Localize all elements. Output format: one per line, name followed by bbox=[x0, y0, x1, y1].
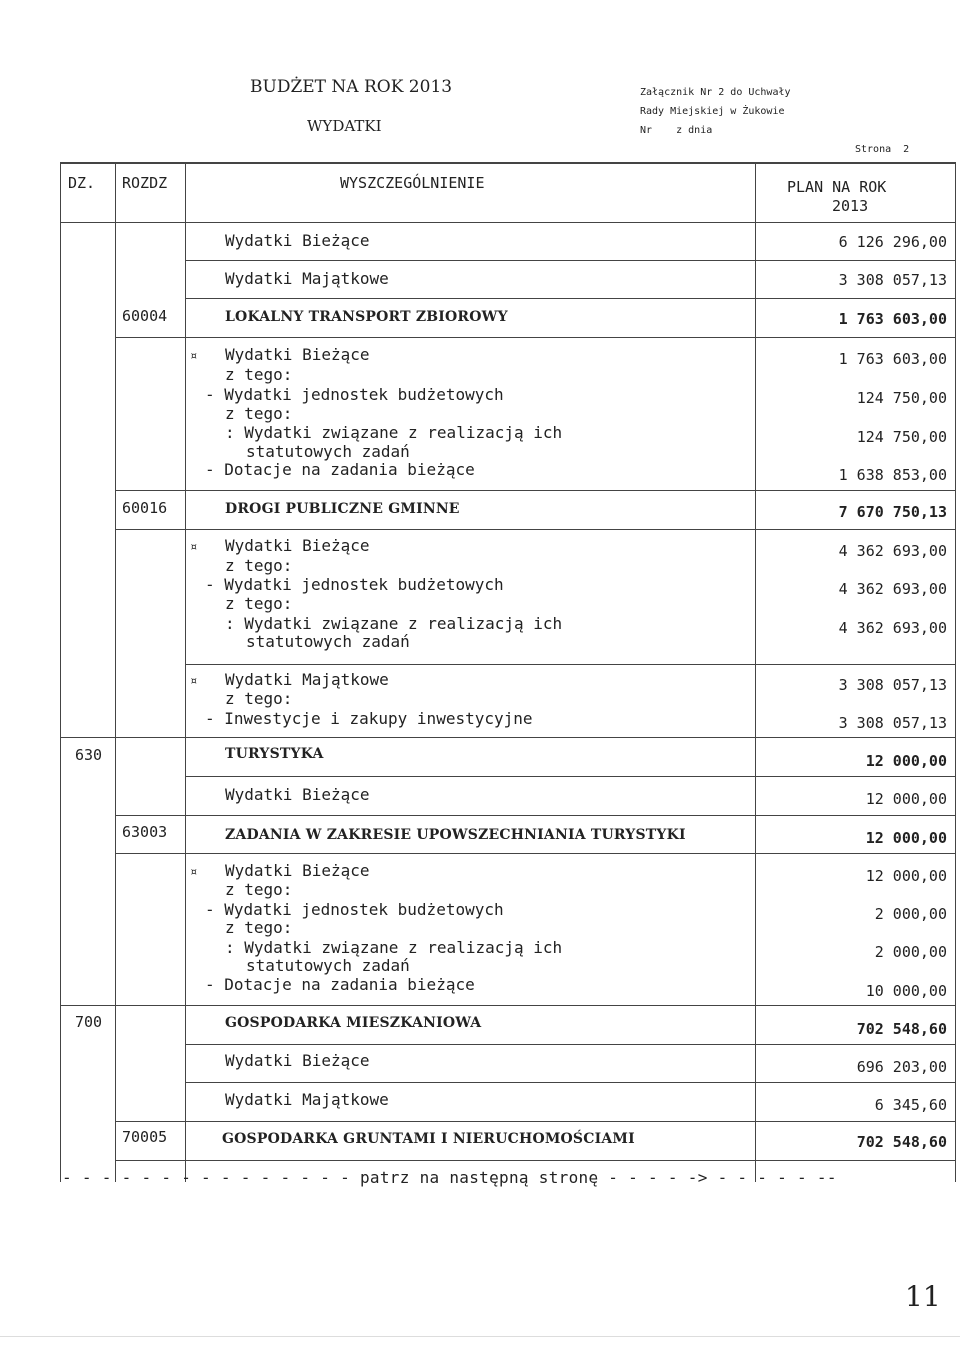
rozdz-code: 60016 bbox=[122, 499, 168, 517]
row-description: z tego: bbox=[225, 365, 293, 384]
row-description: Wydatki Bieżące bbox=[225, 1051, 370, 1070]
column-header-description: WYSZCZEGÓLNIENIE bbox=[340, 174, 485, 192]
row-value: 1 638 853,00 bbox=[838, 466, 947, 484]
bullet-marker: ¤ bbox=[190, 865, 198, 879]
row-description: z tego: bbox=[225, 689, 293, 708]
row-description: z tego: bbox=[225, 594, 293, 613]
row-value: 6 126 296,00 bbox=[838, 233, 947, 251]
row-value: 4 362 693,00 bbox=[838, 580, 947, 598]
row-divider bbox=[60, 1005, 955, 1006]
rozdz-code: 70005 bbox=[122, 1128, 168, 1146]
row-divider bbox=[185, 664, 955, 665]
row-divider bbox=[115, 490, 955, 491]
row-value: 12 000,00 bbox=[865, 867, 947, 885]
row-value: 3 308 057,13 bbox=[838, 271, 947, 289]
row-description: z tego: bbox=[225, 556, 293, 575]
attachment-line-3: Nr z dnia bbox=[640, 125, 713, 136]
document-title: BUDŻET NA ROK 2013 bbox=[250, 77, 453, 97]
section-title: GOSPODARKA GRUNTAMI I NIERUCHOMOŚCIAMI bbox=[222, 1131, 635, 1147]
table-top-border bbox=[60, 162, 956, 164]
continue-next-page: - - - - - - - - - - - - - - - patrz na następną stronę - - - - -> - - - - - -- bbox=[62, 1168, 837, 1187]
row-value: 10 000,00 bbox=[865, 982, 947, 1000]
row-description: Wydatki Majątkowe bbox=[225, 269, 389, 288]
row-value: 4 362 693,00 bbox=[838, 542, 947, 560]
column-header-dz: DZ. bbox=[68, 174, 96, 192]
row-description: Wydatki Bieżące bbox=[225, 345, 370, 364]
row-divider bbox=[185, 1082, 955, 1083]
row-description: - Wydatki jednostek budżetowych bbox=[205, 900, 504, 919]
rozdz-code: 60004 bbox=[122, 307, 168, 325]
row-value: 2 000,00 bbox=[874, 905, 947, 923]
section-value: 7 670 750,13 bbox=[838, 503, 947, 521]
row-description: : Wydatki związane z realizacją ich bbox=[225, 938, 563, 957]
rozdz-column-border bbox=[185, 162, 186, 1182]
header-bottom-border bbox=[60, 222, 956, 223]
section-value: 12 000,00 bbox=[865, 829, 947, 847]
section-title: DROGI PUBLICZNE GMINNE bbox=[225, 501, 460, 517]
row-description: : Wydatki związane z realizacją ich bbox=[225, 614, 563, 633]
section-value: 12 000,00 bbox=[865, 752, 947, 770]
attachment-line-2: Rady Miejskiej w Żukowie bbox=[640, 106, 785, 117]
row-value: 12 000,00 bbox=[865, 790, 947, 808]
row-description: - Dotacje na zadania bieżące bbox=[205, 460, 475, 479]
bottom-margin-line bbox=[0, 1336, 960, 1337]
row-description: - Dotacje na zadania bieżące bbox=[205, 975, 475, 994]
section-value: 702 548,60 bbox=[856, 1020, 947, 1038]
row-value: 3 308 057,13 bbox=[838, 676, 947, 694]
row-divider bbox=[185, 298, 955, 299]
row-description: Wydatki Bieżące bbox=[225, 861, 370, 880]
row-description: statutowych zadań bbox=[246, 956, 410, 975]
section-value: 1 763 603,00 bbox=[838, 310, 947, 328]
row-value: 124 750,00 bbox=[856, 428, 947, 446]
row-divider bbox=[115, 1160, 955, 1161]
document-subtitle: WYDATKI bbox=[307, 117, 382, 135]
row-value: 3 308 057,13 bbox=[838, 714, 947, 732]
row-description: Wydatki Bieżące bbox=[225, 785, 370, 804]
page-label: Strona 2 bbox=[855, 144, 910, 155]
row-divider bbox=[60, 737, 955, 738]
bullet-marker: ¤ bbox=[190, 349, 198, 363]
row-value: 124 750,00 bbox=[856, 389, 947, 407]
row-value: 6 345,60 bbox=[874, 1096, 947, 1114]
row-description: z tego: bbox=[225, 404, 293, 423]
dz-code: 630 bbox=[75, 746, 103, 764]
row-description: - Wydatki jednostek budżetowych bbox=[205, 385, 504, 404]
row-value: 696 203,00 bbox=[856, 1058, 947, 1076]
table-right-border bbox=[955, 162, 956, 1182]
row-description: Wydatki Bieżące bbox=[225, 536, 370, 555]
row-divider bbox=[185, 1044, 955, 1045]
row-divider bbox=[115, 337, 955, 338]
row-description: - Wydatki jednostek budżetowych bbox=[205, 575, 504, 594]
row-description: z tego: bbox=[225, 880, 293, 899]
row-divider bbox=[185, 776, 955, 777]
bullet-marker: ¤ bbox=[190, 540, 198, 554]
row-value: 1 763 603,00 bbox=[838, 350, 947, 368]
section-title: ZADANIA W ZAKRESIE UPOWSZECHNIANIA TURYSTYKI bbox=[225, 827, 686, 843]
row-value: 2 000,00 bbox=[874, 943, 947, 961]
row-description: Wydatki Majątkowe bbox=[225, 670, 389, 689]
page-number: 11 bbox=[905, 1280, 941, 1313]
column-header-rozdz: ROZDZ bbox=[122, 174, 168, 192]
row-description: statutowych zadań bbox=[246, 442, 410, 461]
dz-code: 700 bbox=[75, 1013, 103, 1031]
dz-column-border bbox=[115, 162, 116, 1182]
rozdz-code: 63003 bbox=[122, 823, 168, 841]
section-title: GOSPODARKA MIESZKANIOWA bbox=[225, 1015, 482, 1031]
section-title: TURYSTYKA bbox=[225, 746, 324, 762]
row-value: 4 362 693,00 bbox=[838, 619, 947, 637]
row-divider bbox=[115, 853, 955, 854]
bullet-marker: ¤ bbox=[190, 674, 198, 688]
row-description: Wydatki Bieżące bbox=[225, 231, 370, 250]
column-header-plan-line-2: 2013 bbox=[832, 197, 869, 215]
row-description: Wydatki Majątkowe bbox=[225, 1090, 389, 1109]
row-divider bbox=[115, 815, 955, 816]
row-description: : Wydatki związane z realizacją ich bbox=[225, 423, 563, 442]
row-description: - Inwestycje i zakupy inwestycyjne bbox=[205, 709, 533, 728]
section-title: LOKALNY TRANSPORT ZBIOROWY bbox=[225, 309, 508, 325]
section-value: 702 548,60 bbox=[856, 1133, 947, 1151]
column-header-plan-line-1: PLAN NA ROK bbox=[787, 178, 887, 196]
row-description: statutowych zadań bbox=[246, 632, 410, 651]
row-divider bbox=[115, 529, 955, 530]
attachment-line-1: Załącznik Nr 2 do Uchwały bbox=[640, 87, 791, 98]
row-divider bbox=[115, 1121, 955, 1122]
table-left-border bbox=[60, 162, 61, 1182]
row-divider bbox=[185, 260, 955, 261]
row-description: z tego: bbox=[225, 918, 293, 937]
